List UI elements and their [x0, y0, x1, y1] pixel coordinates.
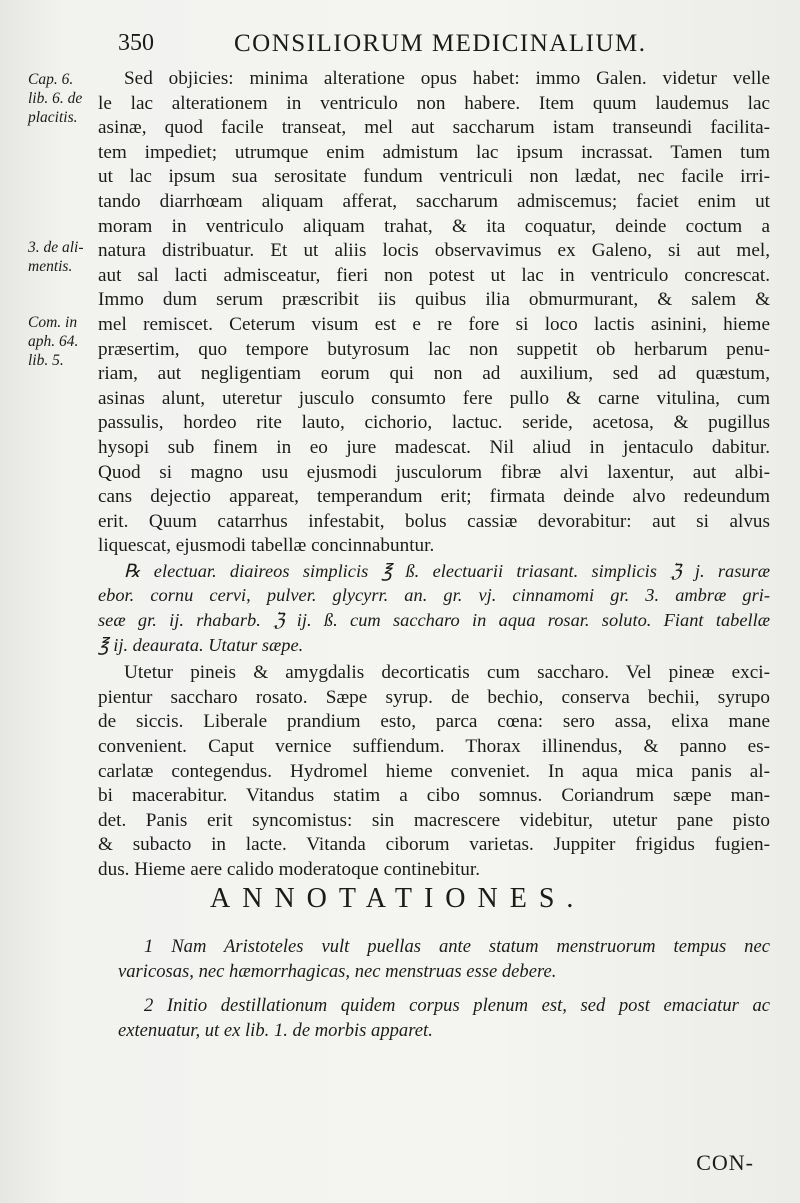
text-line: dus. Hieme aere calido moderatoque continebitur.: [98, 859, 481, 880]
text-line: passulis, hordeo rite lauto, cichorio, lactuc. seride, acetosa, & pugillus: [98, 412, 770, 434]
annotation-2: [118, 994, 770, 1043]
main-text: [98, 67, 770, 883]
page-number: 350: [118, 30, 154, 56]
margin-note-de-alimentis: [28, 238, 102, 276]
text-line: præsertim, quo tempore butyrosum lac non suppetit ob herbarum penu-: [98, 338, 770, 360]
text-line: le lac alterationem in ventriculo non habere. Item quum laudemus lac: [98, 92, 770, 114]
recipe-line: seæ gr. ij. rhabarb. ℨ ij. ß. cum saccharo in aqua rosar. soluto. Fiant tabellæ: [98, 610, 770, 631]
margin-note-line: Com. in: [28, 314, 78, 331]
margin-note-line: aph. 64.: [28, 333, 79, 350]
margin-note-cap6: [28, 70, 102, 127]
recipe-line: ℞ electuar. diaireos simplicis ℥ ß. electuarii triasant. simplicis ℨ j. rasuræ: [124, 560, 770, 581]
text-line: hysopi sub finem in eo jure madescat. Nil aliud in jentaculo dabitur.: [98, 436, 770, 458]
text-line: det. Panis erit syncomistus: sin macrescere videbitur, utetur pane pisto: [98, 809, 770, 831]
margin-note-line: lib. 6. de: [28, 90, 83, 107]
annotation-1: [118, 935, 770, 984]
annotation-line: varicosas, nec hæmorrhagicas, nec menstruas esse debere.: [118, 960, 557, 982]
text-line: cans dejectio appareat, temperandum erit; firmata deinde alvo redeundum: [98, 486, 770, 508]
text-line: bi macerabitur. Vitandus statim a cibo somnus. Coriandrum sæpe man-: [98, 785, 770, 807]
running-title: CONSILIORUM MEDICINALIUM.: [234, 30, 647, 57]
annotation-line: extenuatur, ut ex lib. 1. de morbis apparet.: [118, 1019, 433, 1041]
text-line: riam, aut negligentiam eorum qui non ad auxilium, sed ad quæstum,: [98, 363, 770, 385]
text-line: ut lac ipsum sua serositate fundum ventriculi non lædat, nec facile irri-: [98, 166, 770, 188]
annotation-line: 1 Nam Aristoteles vult puellas ante statum menstruorum tempus nec: [144, 936, 770, 957]
recipe-line: ℥ ij. deaurata. Utatur sæpe.: [98, 634, 304, 655]
recipe-block: [98, 559, 770, 657]
margin-note-line: lib. 5.: [28, 352, 64, 369]
recipe-line: ebor. cornu cervi, pulver. glycyrr. an. gr. vj. cinnamomi gr. 3. ambræ gri-: [98, 585, 770, 606]
text-line: Quod si magno usu ejusmodi jusculorum fibræ alvi laxentur, aut albi-: [98, 461, 770, 483]
text-line: Sed objicies: minima alteratione opus habet: immo Galen. videtur velle: [124, 68, 770, 89]
text-line: asinas alunt, uteretur jusculo consumto fere pullo & carne vitulina, cum: [98, 387, 770, 409]
margin-note-line: Cap. 6.: [28, 71, 74, 88]
text-line: pientur saccharo rosato. Sæpe syrup. de bechio, conserva bechii, syrupo: [98, 686, 770, 708]
paragraph-1: [98, 67, 770, 559]
text-line: moram in ventriculo aliquam trahat, & ita coquatur, deinde coctum a: [98, 215, 770, 237]
text-line: aut sal lacti admisceatur, fieri non potest ut lac in ventriculo concrescat.: [98, 264, 770, 286]
page-header: [118, 30, 678, 64]
margin-note-line: placitis.: [28, 109, 78, 126]
text-line: & subacto in lacte. Vitanda ciborum varietas. Juppiter frigidus fugien-: [98, 834, 770, 856]
catchword: CON-: [696, 1150, 754, 1175]
margin-note-line: mentis.: [28, 258, 73, 275]
text-line: tando diarrhœam aliquam afferat, saccharum admiscemus; faciet enim ut: [98, 190, 770, 212]
annotations-heading: ANNOTATIONES.: [210, 883, 586, 914]
annotation-line: 2 Initio destillationum quidem corpus plenum est, sed post emaciatur ac: [144, 995, 770, 1017]
margin-note-com-aph: [28, 313, 102, 370]
margin-note-line: 3. de ali-: [28, 239, 84, 256]
text-line: Immo dum serum præscribit iis quibus ilia obmurmurant, & salem &: [98, 289, 770, 311]
paragraph-2: [98, 661, 770, 882]
text-line: Utetur pineis & amygdalis decorticatis cum saccharo. Vel pineæ exci-: [124, 662, 770, 684]
text-line: erit. Quum catarrhus infestabit, bolus cassiæ devorabitur: aut si alvus: [98, 510, 770, 532]
text-line: tem impediet; utrumque enim admistum lac ipsum incrassat. Tamen tum: [98, 141, 770, 163]
annotations: [118, 935, 770, 1053]
text-line: carlatæ contegendus. Hydromel hieme conveniet. In aqua mica panis al-: [98, 760, 770, 782]
text-line: liquescat, ejusmodi tabellæ concinnabuntur.: [98, 535, 435, 557]
text-line: mel remiscet. Ceterum visum est e re fore si loco lactis asinini, hieme: [98, 313, 770, 335]
text-line: asinæ, quod facile transeat, mel aut saccharum istam transeundi facilita-: [98, 117, 770, 139]
text-line: de siccis. Liberale prandium esto, parca cœna: sero assa, elixa mane: [98, 711, 770, 733]
text-line: natura distribuatur. Et ut aliis locis observavimus ex Galeno, si aut mel,: [98, 240, 770, 262]
text-line: convenient. Caput vernice suffiendum. Thorax illinendus, & panno es-: [98, 736, 770, 758]
